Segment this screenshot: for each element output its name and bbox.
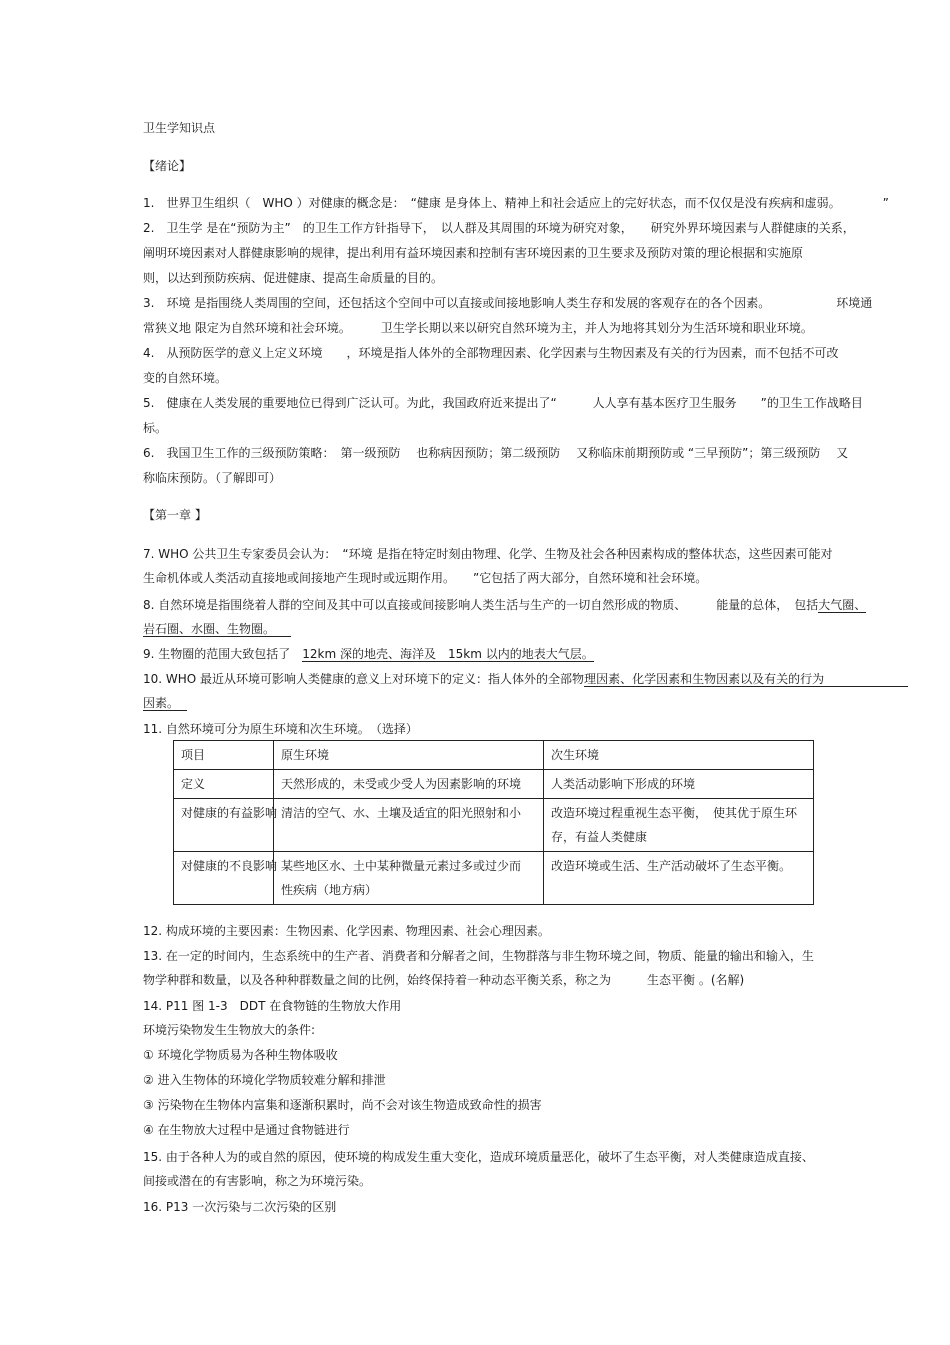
item-4-line-2: 变的自然环境。	[143, 371, 228, 385]
item-3-line-2: 常狭义地 限定为自然环境和社会环境。 卫生学长期以来以研究自然环境为主，并人为地将其划分为生活环境和职业环境。	[143, 321, 813, 335]
table-cell: 改造环境或生活、生产活动破坏了生态平衡。	[544, 852, 814, 905]
item-7-line-2: 生命机体或人类活动直接地或间接地产生现时或远期作用。 ”它包括了两大部分，自然环境和社会环境。	[143, 571, 708, 585]
table-cell: 清洁的空气、水、土壤及适宜的阳光照射和小	[274, 799, 544, 852]
table-cell-line: 性疾病（地方病）	[281, 883, 378, 897]
item-6-line-1: 6. 我国卫生工作的三级预防策略： 第一级预防 也称病因预防；第二级预防 又称临床前期预防或 “三早预防”；第三级预防 又	[143, 446, 849, 460]
table-header-cell: 原生环境	[274, 741, 544, 770]
item-1: 1. 世界卫生组织（ WHO ）对健康的概念是： “健康 是身体上、精神上和社会适应上的完好状态，而不仅仅是没有疾病和虚弱。 ”	[143, 196, 889, 210]
table-cell	[544, 799, 814, 852]
item-9-underlined-text: 12km 深的地壳、海洋及 15km 以内的地表大气层。	[302, 647, 594, 661]
item-7-line-1: 7. WHO 公共卫生专家委员会认为： “环境 是指在特定时刻由物理、化学、生物及社会各种因素构成的整体状态，这些因素可能对	[143, 547, 833, 561]
table-cell: 对健康的不良影响	[174, 852, 274, 905]
item-16: 16. P13 一次污染与二次污染的区别	[143, 1200, 337, 1214]
condition-item-1: ① 环境化学物质易为各种生物体吸收	[143, 1048, 338, 1062]
table-header-cell: 次生环境	[544, 741, 814, 770]
item-11: 11. 自然环境可分为原生环境和次生环境。 （选择）	[143, 722, 418, 736]
table-cell-line: 存，有益人类健康	[551, 830, 648, 844]
item-8-underlined-continuation: 岩石圈、水圈、生物圈。	[143, 622, 291, 637]
item-14: 14. P11 图 1-3 DDT 在食物链的生物放大作用	[143, 999, 402, 1013]
item-8-underlined-text: 大气圈、	[818, 598, 867, 612]
table-cell-line: 某些地区水、土中某种微量元素过多或过少而	[281, 859, 522, 873]
item-15-line-1: 15. 由于各种人为的或自然的原因，使环境的构成发生重大变化，造成环境质量恶化，破坏了生态平衡，对人类健康造成直接、	[143, 1150, 814, 1164]
item-9	[143, 646, 594, 662]
condition-item-4: ④ 在生物放大过程中是通过食物链进行	[143, 1123, 350, 1137]
table-cell-line: 改造环境过程重视生态平衡， 使其优于原生环	[551, 806, 798, 820]
item-10-line-1	[143, 671, 908, 687]
table-cell	[274, 852, 544, 905]
item-9-text: 9. 生物圈的范围大致包括了	[143, 647, 303, 661]
item-5-line-1: 5. 健康在人类发展的重要地位已得到广泛认可。为此，我国政府近来提出了“ 人人享有基本医疗卫生服务 ”的卫生工作战略目	[143, 396, 863, 410]
table-row	[174, 799, 814, 852]
item-4-line-1: 4. 从预防医学的意义上定义环境 ，环境是指人体外的全部物理因素、化学因素与生物因素及有关的行为因素，而不包括不可改	[143, 346, 839, 360]
table-cell: 人类活动影响下形成的环境	[544, 770, 814, 799]
table-cell: 天然形成的，未受或少受人为因素影响的环境	[274, 770, 544, 799]
item-10-underlined-continuation: 因素。	[143, 696, 187, 711]
item-2-line-2: 阐明环境因素对人群健康影响的规律，提出利用有益环境因素和控制有害环境因素的卫生要求及预防对策的理论根据和实施原	[143, 246, 804, 260]
item-14-subtitle: 环境污染物发生生物放大的条件:	[143, 1023, 316, 1037]
item-2-line-3: 则，以达到预防疾病、促进健康、提高生命质量的目的。	[143, 271, 444, 285]
item-8-text: 8. 自然环境是指围绕着人群的空间及其中可以直接或间接影响人类生活与生产的一切自然形成的物质、 能量的总体， 包括	[143, 598, 819, 612]
item-8-line-1	[143, 597, 866, 613]
condition-item-3: ③ 污染物在生物体内富集和逐渐积累时，尚不会对该生物造成致命性的损害	[143, 1098, 542, 1112]
condition-item-2: ② 进入生物体的环境化学物质较难分解和排泄	[143, 1073, 386, 1087]
item-2-line-1: 2. 卫生学 是在“预防为主” 的卫生工作方针指导下， 以人群及其周围的环境为研究对象， 研究外界环境因素与人群健康的关系，	[143, 221, 855, 235]
table-row	[174, 770, 814, 799]
section-heading-intro: 【绪论】	[143, 159, 192, 173]
table-row	[174, 852, 814, 905]
item-12: 12. 构成环境的主要因素：生物因素、化学因素、物理因素、社会心理因素。	[143, 924, 550, 938]
document-title: 卫生学知识点	[143, 121, 216, 135]
table-header-row	[174, 741, 814, 770]
item-6-line-2: 称临床预防。（了解即可）	[143, 471, 282, 485]
item-10-line-2	[143, 695, 187, 711]
item-10-text: 10. WHO 最近从环境可影响人类健康的意义上对环境下的定义：指人体外的全部物	[143, 672, 585, 686]
item-13-line-1: 13. 在一定的时间内，生态系统中的生产者、消费者和分解者之间，生物群落与非生物环境之间，物质、能量的输出和输入，生	[143, 949, 814, 963]
section-heading-chapter-1: 【第一章 】	[143, 508, 207, 522]
item-10-underlined-text: 理因素、化学因素和生物因素以及有关的行为	[584, 672, 909, 686]
table-header-cell: 项目	[174, 741, 274, 770]
item-15-line-2: 间接或潜在的有害影响，称之为环境污染。	[143, 1174, 372, 1188]
table-cell: 定义	[174, 770, 274, 799]
item-3-line-1: 3. 环境 是指围绕人类周围的空间，还包括这个空间中可以直接或间接地影响人类生存和发展的客观存在的各个因素。 环境通	[143, 296, 873, 310]
table-cell: 对健康的有益影响	[174, 799, 274, 852]
item-13-line-2: 物学种群和数量，以及各种种群数量之间的比例，始终保持着一种动态平衡关系，称之为 生态平衡 。(名解)	[143, 973, 745, 987]
environment-comparison-table	[173, 740, 814, 905]
item-8-line-2	[143, 621, 291, 637]
item-5-line-2: 标。	[143, 421, 168, 435]
